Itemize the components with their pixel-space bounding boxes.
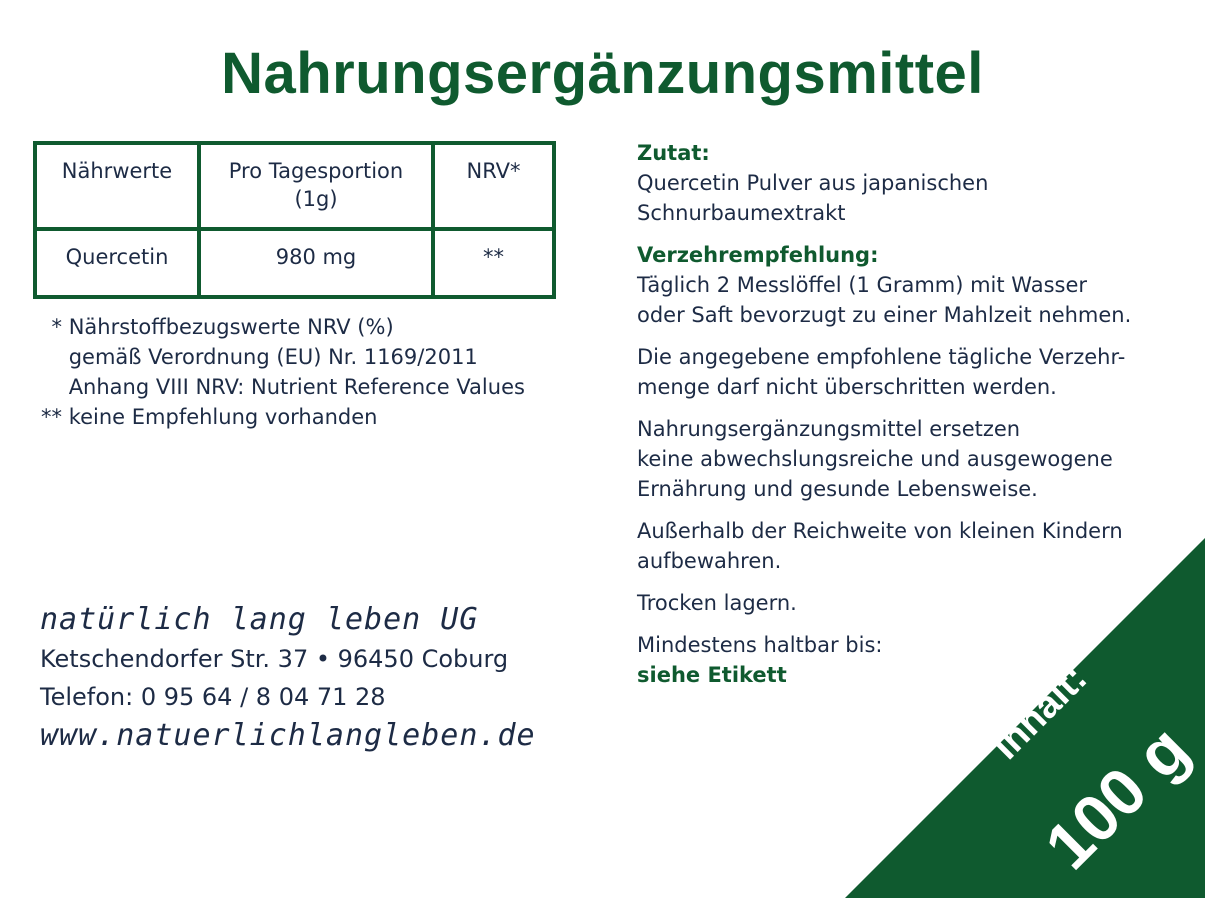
cell-substance: Quercetin — [35, 229, 199, 297]
cell-nrv: ** — [433, 229, 554, 297]
footnote-line — [30, 342, 525, 372]
company-phone: Telefon: 0 95 64 / 8 04 71 28 — [40, 683, 386, 711]
footnote-text: Nährstoffbezugswerte NRV (%) — [68, 315, 394, 339]
table-header-row — [35, 143, 554, 229]
nutrition-table — [33, 141, 556, 299]
footnote-text: gemäß Verordnung (EU) Nr. 1169/2011 — [68, 345, 478, 369]
company-address: Ketschendorfer Str. 37 • 96450 Coburg — [40, 645, 509, 673]
footnote-marker: * — [51, 315, 62, 339]
zutat-text: Quercetin Pulver aus japanischen Schnurbaumextrakt — [637, 171, 989, 225]
footnote-marker: ** — [41, 405, 62, 429]
footnote-line — [30, 372, 525, 402]
verzehr-heading: Verzehrempfehlung: — [637, 243, 879, 267]
warning-children: Außerhalb der Reichweite von kleinen Kindern aufbewahren. — [637, 519, 1123, 573]
zutat-heading: Zutat: — [637, 141, 710, 165]
verzehr-block — [637, 240, 1182, 330]
footnote-line — [30, 402, 525, 432]
table-row — [35, 229, 554, 297]
warning-dose: Die angegebene empfohlene tägliche Verzehr- menge darf nicht überschritten werden. — [637, 345, 1126, 399]
header-tagesportion: Pro Tagesportion (1g) — [199, 143, 433, 229]
mhd-label: Mindestens haltbar bis: — [637, 633, 883, 657]
header-nrv: NRV* — [433, 143, 554, 229]
zutat-block — [637, 138, 1182, 228]
footnote-line — [30, 312, 525, 342]
storage-note: Trocken lagern. — [637, 591, 797, 615]
page-title: Nahrungsergänzungsmittel — [221, 41, 984, 106]
footnotes — [30, 312, 525, 432]
company-block — [40, 600, 536, 756]
content-label: Inhalt: — [985, 657, 1096, 768]
header-naehrwerte: Nährwerte — [35, 143, 199, 229]
cell-amount: 980 mg — [199, 229, 433, 297]
content-value: 100 g — [1030, 711, 1203, 884]
verzehr-text: Täglich 2 Messlöffel (1 Gramm) mit Wasser oder Saft bevorzugt zu einer Mahlzeit nehmen. — [637, 273, 1132, 327]
company-website: www.natuerlichlangleben.de — [40, 718, 536, 753]
company-name: natürlich lang leben UG — [40, 602, 479, 637]
footnote-text: Anhang VIII NRV: Nutrient Reference Values — [68, 375, 525, 399]
footnote-text: keine Empfehlung vorhanden — [68, 405, 378, 429]
warning-diet: Nahrungsergänzungsmittel ersetzen keine abwechslungsreiche und ausgewogene Ernährung und gesunde Lebensweise. — [637, 417, 1113, 501]
mhd-value: siehe Etikett — [637, 663, 787, 687]
